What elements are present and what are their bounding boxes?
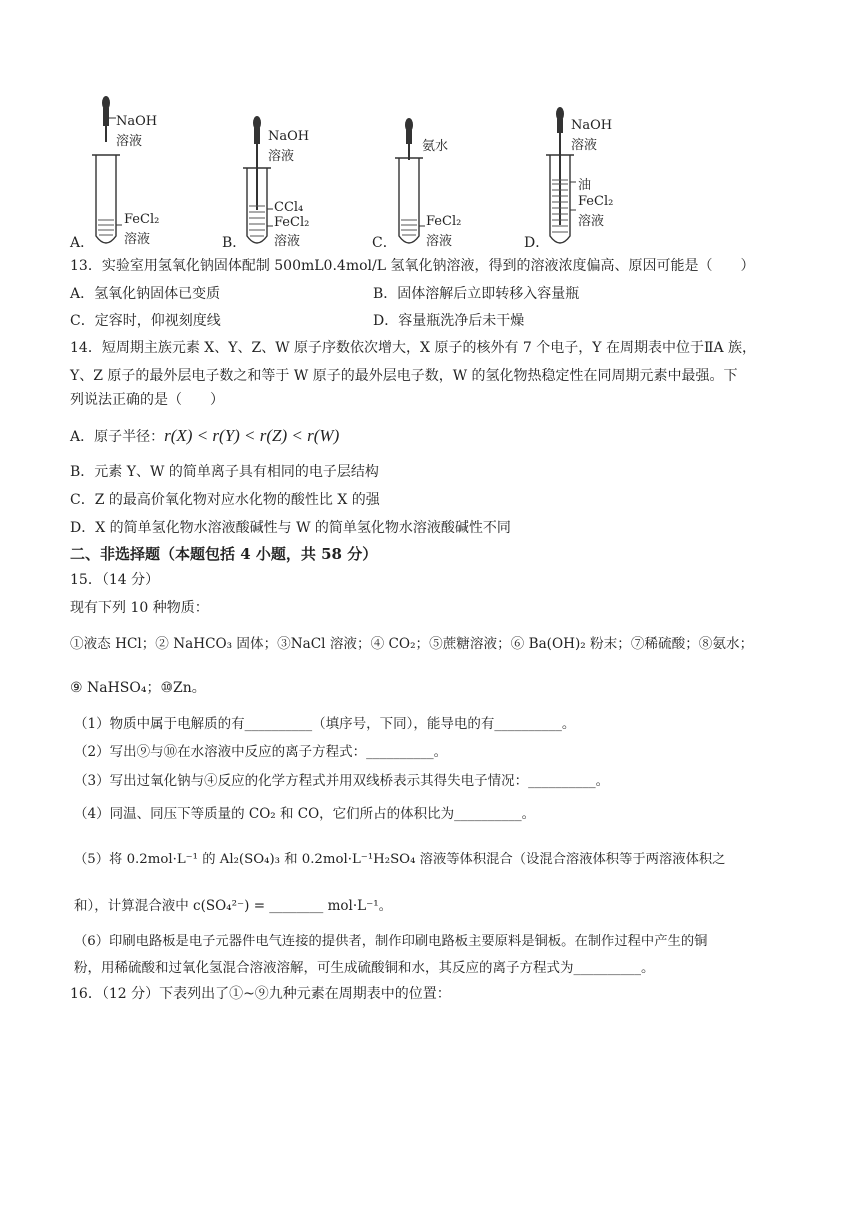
label-a-solution: FeCl₂ — [124, 212, 160, 227]
q15-part-6-line-2: 粉，用稀硫酸和过氧化氢混合溶液溶解，可生成硫酸铜和水，其反应的离子方程式为__________。 — [74, 960, 655, 976]
label-d-oil: 油 — [578, 178, 592, 193]
q15-part-5-line-1: （5）将 0.2mol·L⁻¹ 的 Al₂(SO₄)₃ 和 0.2mol·L⁻¹H₂SO₄ 溶液等体积混合（设混合溶液体积等于两溶液体积之 — [74, 852, 726, 867]
option-b-letter: B． — [222, 235, 247, 251]
q14-option-b: B．元素 Y、W 的简单离子具有相同的电子层结构 — [70, 464, 379, 480]
q15-head: 15．（14 分） — [70, 572, 160, 588]
label-b-solution: FeCl₂ — [274, 215, 310, 230]
q15-substance-list-1: ①液态 HCl；② NaHCO₃ 固体；③NaCl 溶液；④ CO₂；⑤蔗糖溶液；⑥ Ba(OH)₂ 粉末；⑦稀硫酸；⑧氨水； — [70, 636, 754, 652]
apparatus-c — [395, 118, 425, 243]
q14-stem-2: Y、Z 原子的最外层电子数之和等于 W 原子的最外层电子数，W 的氢化物热稳定性在同周期元素中最强。下 — [70, 368, 738, 384]
q13-option-b: B．固体溶解后立即转移入容量瓶 — [373, 286, 580, 302]
option-d-letter: D． — [524, 235, 550, 251]
q13-option-a: A．氢氧化钠固体已变质 — [70, 286, 221, 302]
q15-part-2: （2）写出⑨与⑩在水溶液中反应的离子方程式：__________。 — [74, 744, 448, 760]
option-a-letter: A． — [70, 235, 95, 251]
label-b-reagent2: 溶液 — [268, 149, 295, 164]
label-b-reagent: NaOH — [268, 129, 310, 144]
label-d-solution2: 溶液 — [578, 214, 605, 229]
q16-head: 16．（12 分）下表列出了①~⑨九种元素在周期表中的位置： — [70, 986, 451, 1002]
q15-intro: 现有下列 10 种物质： — [70, 600, 209, 616]
label-c-solution: FeCl₂ — [426, 214, 462, 229]
q13-option-d: D．容量瓶洗净后未干燥 — [373, 313, 525, 329]
label-b-ccl4: CCl₄ — [274, 200, 304, 215]
section-2-heading: 二、非选择题（本题包括 4 小题，共 58 分） — [70, 545, 378, 563]
q14-option-c: C．Z 的最高价氧化物对应水化物的酸性比 X 的强 — [70, 492, 380, 508]
q15-part-4: （4）同温、同压下等质量的 CO₂ 和 CO，它们所占的体积比为__________。 — [74, 806, 536, 822]
q14-stem-1: 14．短周期主族元素 X、Y、Z、W 原子序数依次增大，X 原子的核外有 7 个电子，Y 在周期表中位于ⅡA 族， — [70, 340, 757, 356]
label-c-reagent: 氨水 — [422, 139, 449, 154]
q15-substance-list-2: ⑨ NaHSO₄；⑩Zn。 — [70, 680, 206, 696]
q15-part-3: （3）写出过氧化钠与④反应的化学方程式并用双线桥表示其得失电子情况：__________。 — [74, 773, 610, 789]
q14-stem-3: 列说法正确的是（ ） — [70, 392, 224, 408]
label-b-solution2: 溶液 — [274, 234, 301, 249]
q14-option-a-label: A．原子半径： — [70, 429, 165, 445]
q14-option-a — [70, 426, 339, 447]
q15-part-5-line-2: 和），计算混合液中 c(SO₄²⁻) = ________ mol·L⁻¹。 — [74, 898, 393, 914]
label-d-reagent: NaOH — [571, 118, 613, 133]
q13-option-c: C．定容时，仰视刻度线 — [70, 313, 221, 329]
label-a-reagent: NaOH — [116, 114, 158, 129]
label-c-solution2: 溶液 — [426, 234, 453, 249]
label-a-reagent2: 溶液 — [116, 134, 143, 149]
option-c-letter: C． — [372, 235, 397, 251]
q15-part-6-line-1: （6）印刷电路板是电子元器件电气连接的提供者，制作印刷电路板主要原料是铜板。在制作过程中产生的铜 — [74, 934, 708, 949]
q15-part-1: （1）物质中属于电解质的有__________（填序号，下同），能导电的有__________。 — [74, 716, 576, 732]
label-d-solution: FeCl₂ — [578, 194, 614, 209]
label-d-reagent2: 溶液 — [571, 138, 598, 153]
label-a-solution2: 溶液 — [124, 232, 151, 247]
q14-option-a-formula: r(X) < r(Y) < r(Z) < r(W) — [164, 426, 340, 445]
q14-option-d: D．X 的简单氢化物水溶液酸碱性与 W 的简单氢化物水溶液酸碱性不同 — [70, 520, 511, 536]
q13-stem: 13．实验室用氢氧化钠固体配制 500mL0.4mol/L 氢氧化钠溶液，得到的溶液浓度偏高、原因可能是（ ） — [70, 258, 755, 274]
